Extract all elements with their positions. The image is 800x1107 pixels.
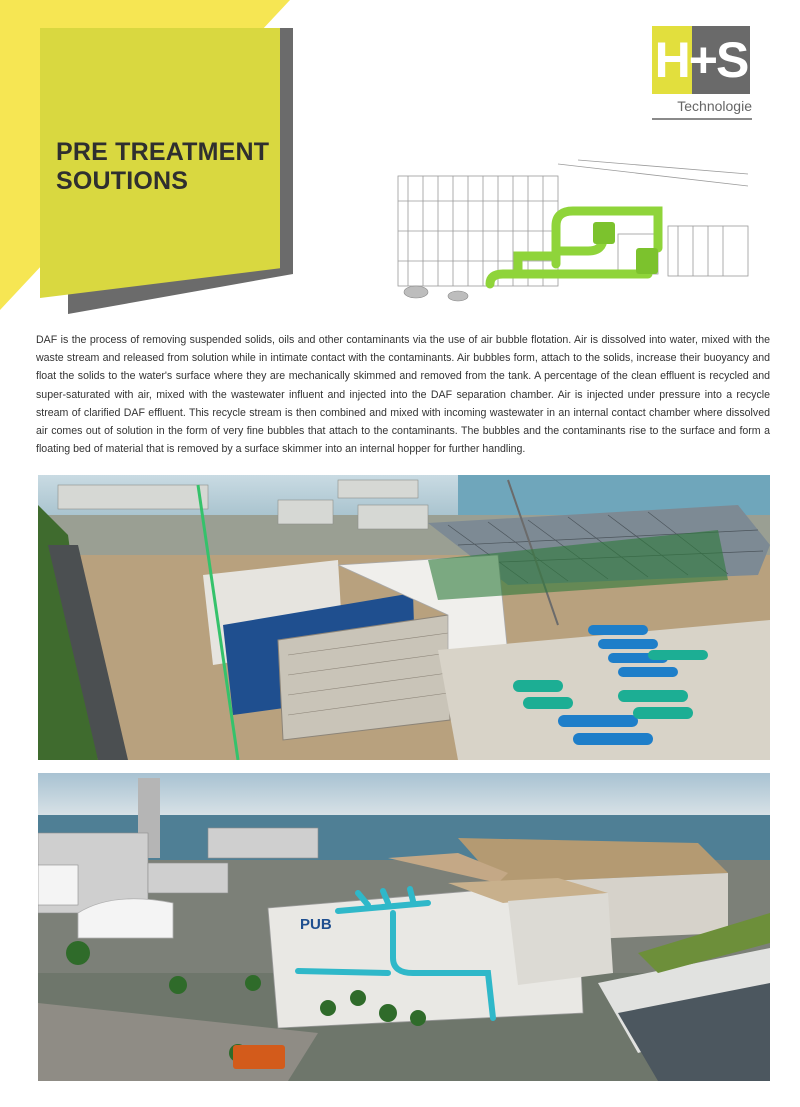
daf-equipment-sketch xyxy=(378,156,760,312)
logo-underline xyxy=(652,118,752,120)
construction-site-aerial-photo xyxy=(38,475,770,760)
page-title xyxy=(56,138,269,196)
treatment-plant-aerial-photo xyxy=(38,773,770,1081)
logo-mark xyxy=(652,26,750,94)
pub-building-sign: PUB xyxy=(300,916,332,933)
company-logo xyxy=(652,26,752,122)
logo-letters: H+S xyxy=(654,32,748,88)
title-line-2: SOUTIONS xyxy=(56,167,189,195)
logo-subtitle: Technologie xyxy=(677,98,752,114)
title-line-1: PRE TREATMENT xyxy=(56,138,270,166)
daf-description-paragraph: DAF is the process of removing suspended solids, oils and other contaminants via the use of air bubble flotation. Air is dissolved into water, mixed with the waste stream and released from solution while in intimate contact with the contaminants. Air bubbles form, attach to the solids, increase their buoyancy and float the solids to the water's surface where they are mechanically skimmed and removed from the tank. A percentage of the clean effluent is recycled and super-saturated with air, mixed with the wastewater influent and injected into the DAF separation chamber. Air is injected under pressure into a recycle stream of clarified DAF effluent. This recycle stream is then combined and mixed with incoming wastewater in an internal contact chamber where dissolved air comes out of solution in the form of very fine bubbles that attach to the contaminants. The bubbles and the contaminants rise to the surface and form a floating bed of material that is removed by a surface skimmer into an internal hopper for further handling. xyxy=(36,334,770,456)
